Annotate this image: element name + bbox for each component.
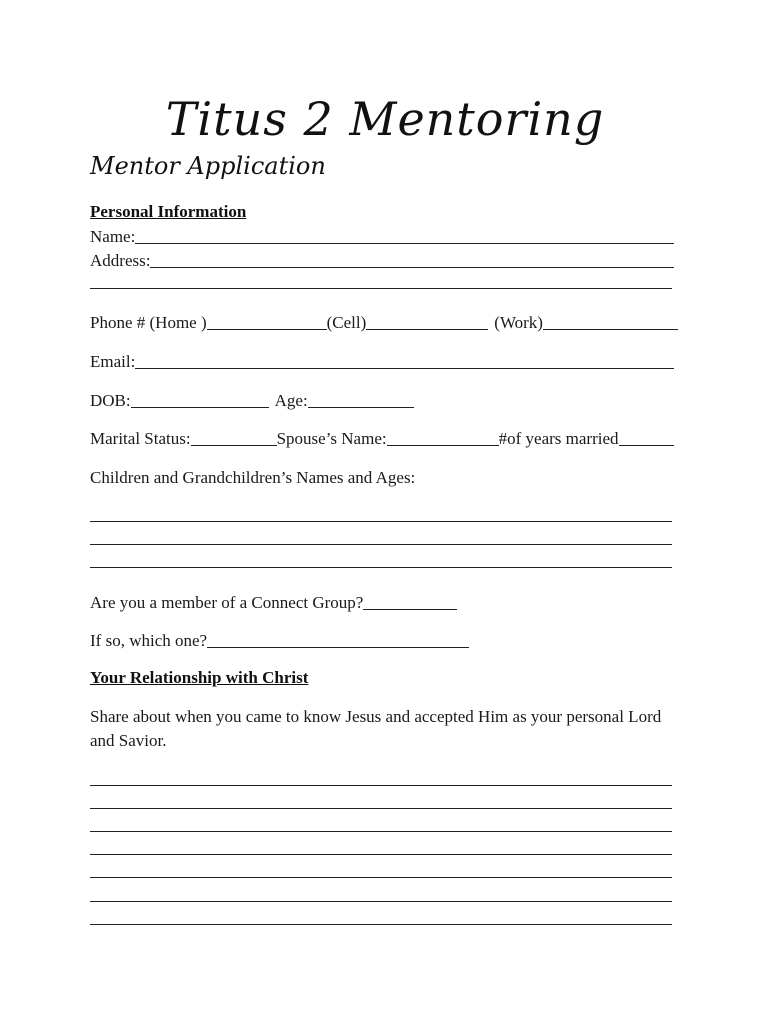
- marital-status-field[interactable]: [191, 429, 277, 446]
- phone-home-field[interactable]: [207, 313, 327, 330]
- name-row: [90, 225, 674, 247]
- testimony-line-3[interactable]: [90, 831, 672, 832]
- age-field[interactable]: [308, 391, 414, 408]
- connect-group-label: Are you a member of a Connect Group?: [90, 593, 364, 612]
- connect-group-row: [90, 591, 674, 613]
- dob-label: DOB:: [90, 391, 131, 410]
- address-row: [90, 249, 674, 271]
- name-label: Name:: [90, 227, 136, 246]
- testimony-line-4[interactable]: [90, 854, 672, 855]
- testimony-line-2[interactable]: [90, 808, 672, 809]
- testimony-line-5[interactable]: [90, 877, 672, 878]
- testimony-line-1[interactable]: [90, 785, 672, 786]
- testimony-line-6[interactable]: [90, 901, 672, 902]
- form-subtitle: Mentor Application: [90, 152, 326, 180]
- children-line-1[interactable]: [90, 521, 672, 522]
- connect-group-field[interactable]: [363, 593, 457, 610]
- address-label: Address:: [90, 251, 151, 270]
- phone-row: [90, 311, 678, 333]
- marital-row: [90, 427, 674, 449]
- children-label: Children and Grandchildren’s Names and Ages:: [90, 468, 416, 487]
- which-group-field[interactable]: [207, 631, 469, 648]
- email-field[interactable]: [135, 352, 674, 369]
- testimony-line-7[interactable]: [90, 924, 672, 925]
- spouse-name-label: Spouse’s Name:: [276, 429, 387, 448]
- phone-home-label: Phone # (Home ): [90, 313, 207, 332]
- email-label: Email:: [90, 352, 136, 371]
- phone-cell-field[interactable]: [366, 313, 488, 330]
- dob-field[interactable]: [131, 391, 269, 408]
- email-row: [90, 350, 674, 372]
- dob-age-row: [90, 389, 674, 411]
- relationship-heading: Your Relationship with Christ: [90, 668, 309, 687]
- address-line-2[interactable]: [90, 288, 672, 289]
- marital-status-label: Marital Status:: [90, 429, 191, 448]
- personal-info-heading: Personal Information: [90, 202, 247, 221]
- children-row: [90, 466, 674, 488]
- phone-work-label: (Work): [494, 313, 543, 332]
- children-line-3[interactable]: [90, 567, 672, 568]
- years-married-field[interactable]: [619, 429, 675, 446]
- address-field[interactable]: [150, 251, 674, 268]
- form-title: Titus 2 Mentoring: [165, 92, 605, 146]
- spouse-name-field[interactable]: [387, 429, 499, 446]
- phone-work-field[interactable]: [543, 313, 678, 330]
- years-married-label: #of years married: [498, 429, 619, 448]
- children-line-2[interactable]: [90, 544, 672, 545]
- which-group-row: [90, 629, 674, 651]
- name-field[interactable]: [135, 227, 674, 244]
- age-label: Age:: [274, 391, 308, 410]
- relationship-prompt: Share about when you came to know Jesus and accepted Him as your personal Lord and Savior.: [90, 707, 662, 750]
- phone-cell-label: (Cell): [326, 313, 367, 332]
- which-group-label: If so, which one?: [90, 631, 208, 650]
